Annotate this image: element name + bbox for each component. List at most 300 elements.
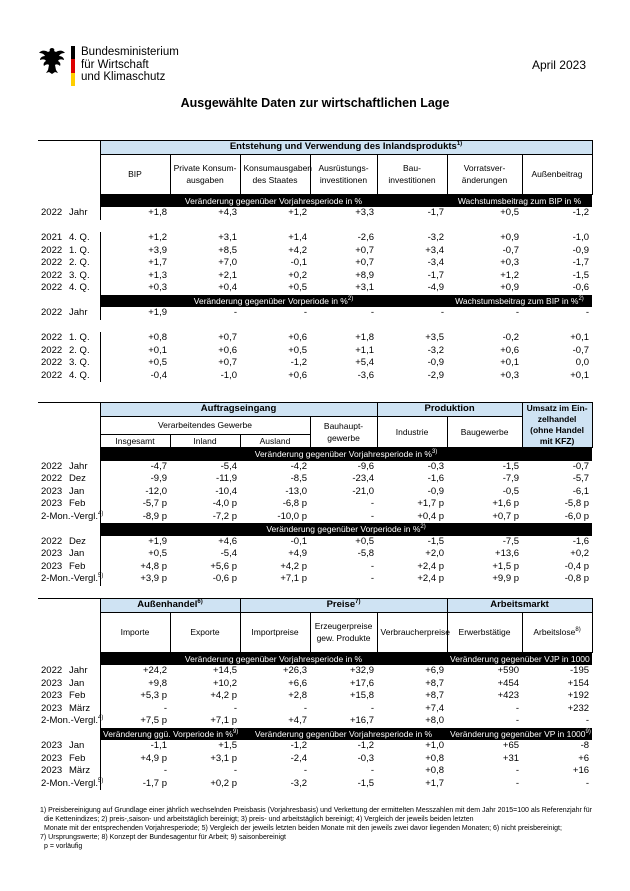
cell-value: -6,8 p — [282, 498, 307, 510]
cell-value: +0,9 — [500, 282, 519, 294]
col-header: Bauhaupt-gewerbe — [310, 416, 377, 448]
labour-group-header: Arbeitsmarkt — [447, 599, 592, 613]
table-row — [38, 765, 592, 778]
row-year: 2021 — [41, 232, 63, 244]
cell-value: -2,6 — [357, 232, 374, 244]
cell-value: +1,7 — [425, 777, 445, 789]
section-bar: Veränderung gegenüber VJP in 1000 — [447, 652, 592, 665]
row-period: Jahr — [69, 307, 88, 319]
row-label: 2-Mon.-Vergl.$^{5)}$ — [41, 777, 104, 789]
row-year: 2022 — [41, 460, 63, 472]
cell-value: +3,3 — [355, 207, 374, 219]
cell-value: -6,1 — [572, 485, 590, 497]
cell-value: -8 — [580, 740, 590, 752]
cell-value: +7,0 — [218, 257, 237, 269]
cell-value: +3,9 p — [100, 573, 170, 586]
footnotes — [40, 806, 600, 851]
cell-value: -0,8 p — [564, 573, 590, 585]
cell-value: +16 — [572, 765, 590, 777]
row-period: Jahr — [69, 207, 88, 219]
cell-value: +0,5 — [355, 535, 375, 547]
table-row — [38, 461, 592, 474]
cell-value: -6,0 p — [564, 510, 590, 522]
table-row — [38, 282, 592, 295]
cell-value: -0,7 — [572, 344, 589, 356]
cell-value: -7,5 — [502, 535, 520, 547]
cell-value: +3,9 — [100, 245, 170, 258]
col-header: Konsumausgaben des Staates — [240, 154, 310, 194]
cell-value: +5,3 p — [100, 690, 170, 703]
cell-value: +1,7 — [100, 257, 170, 270]
cell-value: -4,2 — [290, 460, 307, 472]
footnote-line: Monate mit der entsprechenden Vorjahresperiode; 5) Vergleich der jeweils letzten beiden Monate mit den jeweils zwei davor liegenden Monaten; 6) nicht preisbereinigt; — [44, 825, 562, 832]
row-period: Jahr — [69, 460, 88, 472]
cell-value: - — [303, 702, 308, 714]
cell-value: +1,9 — [100, 536, 170, 549]
col-header: Ausland — [240, 434, 310, 448]
cell-value: -9,6 — [357, 460, 375, 472]
cell-value: -0,4 p — [564, 560, 590, 572]
cell-value: -2,9 — [427, 369, 444, 381]
cell-value: +2,1 — [218, 269, 237, 281]
cell-value: -2,4 — [290, 752, 308, 764]
cell-value: +590 — [497, 665, 520, 677]
col-header: Insgesamt — [100, 434, 170, 448]
gdp-table — [38, 140, 593, 382]
cell-value: +8,7 — [425, 690, 445, 702]
cell-value: -13,0 — [285, 485, 307, 497]
table-row — [38, 332, 592, 345]
cell-value: +8,9 — [355, 269, 374, 281]
col-header: Exporte — [170, 612, 240, 652]
cell-value: -1,6 — [427, 473, 445, 485]
table-row — [38, 498, 592, 511]
cell-value: +0,1 — [570, 332, 589, 344]
cell-value: +4,6 — [218, 535, 237, 547]
cell-value: - — [100, 765, 170, 778]
cell-value: +0,8 — [425, 752, 445, 764]
cell-value: +65 — [502, 740, 520, 752]
row-year: 2023 — [41, 702, 63, 714]
cell-value: +8,5 — [218, 244, 237, 256]
cell-value: -4,7 — [100, 461, 170, 474]
cell-value: +17,6 — [349, 677, 375, 689]
cell-value: +4,7 — [288, 715, 308, 727]
cell-value: +7,4 — [425, 702, 445, 714]
cell-value: +4,8 p — [100, 561, 170, 574]
cell-value: +1,1 — [355, 344, 374, 356]
cell-value: -3,6 — [357, 369, 374, 381]
cell-value: -1,0 — [572, 232, 589, 244]
row-year: 2022 — [41, 344, 63, 356]
col-header: Arbeitslose$^{8)}$ — [522, 612, 592, 652]
cell-value: -1,2 — [572, 207, 589, 219]
section-bar: Veränderung gegenüber Vorjahresperiode in % — [100, 194, 447, 207]
cell-value: +1,8 — [355, 332, 374, 344]
cell-value: +1,9 — [100, 307, 170, 320]
cell-value: -1,6 — [572, 535, 590, 547]
orders-production-table — [38, 402, 593, 586]
row-period: Jan — [69, 677, 85, 689]
cell-value: +0,6 — [218, 344, 237, 356]
col-header: BIP — [100, 154, 170, 194]
cell-value: +0,2 — [570, 548, 590, 560]
cell-value: - — [515, 715, 520, 727]
cell-value: +0,5 — [100, 548, 170, 561]
cell-value: -0,5 — [502, 485, 520, 497]
cell-value: +0,4 p — [417, 510, 445, 522]
cell-value: +4,3 — [218, 207, 237, 219]
row-label: 2-Mon.-Vergl.$^{4)}$ — [41, 510, 104, 522]
cell-value: +13,6 — [495, 548, 520, 560]
cell-value: -10,0 p — [277, 510, 307, 522]
trade-prices-labour-table — [38, 598, 593, 790]
row-period: 3. Q. — [69, 357, 90, 369]
row-year: 2023 — [41, 498, 63, 510]
cell-value: +0,3 — [500, 257, 519, 269]
cell-value: +0,3 — [500, 369, 519, 381]
table-row — [38, 703, 592, 716]
col-header: Ausrüstungs-investitionen — [310, 154, 377, 194]
cell-value: +1,6 p — [492, 498, 520, 510]
cell-value: -1,5 — [427, 535, 445, 547]
section-bar: Wachstumsbeitrag zum BIP in %$^{2)}$ — [447, 295, 592, 308]
section-bar: Veränderung gegenüber VP in 1000$^{9)}$ — [447, 728, 592, 741]
row-period: Jan — [69, 485, 85, 497]
cell-value: +1,2 — [288, 207, 307, 219]
retail-group-header: Umsatz im Ein-zelhandel (ohne Handel mit KFZ) — [522, 403, 592, 448]
cell-value: +0,7 — [218, 332, 237, 344]
cell-value: +0,2 — [288, 269, 307, 281]
col-header: Bau-investitionen — [377, 154, 447, 194]
cell-value: 0,0 — [575, 357, 589, 369]
row-period: Jahr — [69, 665, 88, 677]
cell-value: +0,1 — [500, 357, 519, 369]
cell-value: -5,4 — [220, 460, 237, 472]
cell-value: +2,4 p — [417, 560, 445, 572]
cell-value: +4,2 p — [210, 690, 238, 702]
row-period: Feb — [69, 752, 86, 764]
cell-value: +0,2 p — [210, 777, 238, 789]
cell-value: -1,2 — [357, 740, 375, 752]
cell-value: +1,2 — [500, 269, 519, 281]
cell-value: +8,0 — [425, 715, 445, 727]
table-row — [38, 753, 592, 766]
cell-value: - — [370, 560, 375, 572]
cell-value: -5,7 — [572, 473, 590, 485]
table-row — [38, 536, 592, 549]
cell-value: +1,5 — [218, 740, 238, 752]
row-period: Jan — [69, 548, 85, 560]
cell-value: +0,6 — [288, 332, 307, 344]
cell-value: +0,7 — [218, 357, 237, 369]
row-year: 2022 — [41, 535, 63, 547]
cell-value: -9,9 — [100, 473, 170, 486]
cell-value: -3,4 — [427, 257, 444, 269]
row-period: 2. Q. — [69, 344, 90, 356]
cell-value: +1,0 — [425, 740, 445, 752]
cell-value: +0,6 — [500, 344, 519, 356]
row-year: 2022 — [41, 369, 63, 381]
cell-value: +0,5 — [500, 207, 519, 219]
cell-value: - — [515, 702, 520, 714]
cell-value: -1,0 — [220, 369, 237, 381]
cell-value: +423 — [497, 690, 520, 702]
cell-value: -1,5 — [502, 460, 520, 472]
cell-value: -3,2 — [290, 777, 308, 789]
cell-value: -4,0 p — [212, 498, 237, 510]
col-header: Importpreise — [240, 612, 310, 652]
cell-value: -1,5 — [572, 269, 589, 281]
ministry-name: Bundesministerium für Wirtschaft und Klimaschutz — [81, 46, 179, 83]
cell-value: -0,9 — [427, 357, 444, 369]
row-period: 4. Q. — [69, 369, 90, 381]
cell-value: +4,2 — [288, 244, 307, 256]
cell-value: - — [585, 777, 590, 789]
cell-value: +1,2 — [100, 232, 170, 245]
table-row — [38, 270, 592, 283]
col-header: Baugewerbe — [447, 416, 522, 448]
cell-value: - — [370, 307, 374, 319]
cell-value: +24,2 — [100, 665, 170, 678]
cell-value: -0,1 — [290, 257, 307, 269]
cell-value: - — [233, 307, 237, 319]
row-year: 2022 — [41, 357, 63, 369]
cell-value: -0,6 — [572, 282, 589, 294]
table-row — [38, 678, 592, 691]
row-year: 2023 — [41, 548, 63, 560]
subgroup-header: Verarbeitendes Gewerbe — [100, 416, 310, 434]
cell-value: +232 — [567, 702, 590, 714]
cell-value: - — [585, 307, 589, 319]
cell-value: +0,3 — [100, 282, 170, 295]
cell-value: +3,1 — [355, 282, 374, 294]
cell-value: - — [585, 715, 590, 727]
orders-group-header: Auftragseingang — [100, 403, 377, 417]
cell-value: -1,2 — [290, 357, 307, 369]
cell-value: -0,6 p — [212, 573, 237, 585]
cell-value: +10,2 — [212, 677, 238, 689]
row-year: 2023 — [41, 740, 63, 752]
section-bar: Veränderung gegenüber Vorjahresperiode in % — [240, 728, 447, 741]
cell-value: +1,8 — [100, 207, 170, 220]
footnote-line: 7) Ursprungswerte; 8) Konzept der Bundesagentur für Arbeit; 9) saisonbereinigt — [40, 834, 286, 841]
cell-value: -12,0 — [100, 486, 170, 499]
cell-value: +0,6 — [288, 369, 307, 381]
cell-value: -5,8 p — [564, 498, 590, 510]
cell-value: +0,4 — [218, 282, 237, 294]
table-row — [38, 778, 592, 791]
cell-value: +1,3 — [100, 270, 170, 283]
row-period: 2. Q. — [69, 257, 90, 269]
production-group-header: Produktion — [377, 403, 522, 417]
cell-value: +31 — [502, 752, 520, 764]
col-header: Erzeugerpreise gew. Produkte — [310, 612, 377, 652]
cell-value: -0,7 — [572, 460, 590, 472]
cell-value: -7,9 — [502, 473, 520, 485]
row-year: 2023 — [41, 765, 63, 777]
cell-value: - — [303, 765, 308, 777]
col-header: Außenbeitrag — [522, 154, 592, 194]
cell-value: +1,4 — [288, 232, 307, 244]
cell-value: +4,9 p — [100, 753, 170, 766]
row-period: Feb — [69, 690, 86, 702]
cell-value: +454 — [497, 677, 520, 689]
row-year: 2022 — [41, 244, 63, 256]
cell-value: -0,7 — [502, 244, 519, 256]
table-row — [38, 548, 592, 561]
table-row — [38, 715, 592, 728]
ministry-logo — [38, 46, 179, 86]
col-header: Private Konsum-ausgaben — [170, 154, 240, 194]
cell-value: +32,9 — [349, 665, 375, 677]
cell-value: +2,8 — [288, 690, 308, 702]
cell-value: +9,8 — [100, 678, 170, 691]
cell-value: -1,7 — [427, 269, 444, 281]
row-year: 2023 — [41, 485, 63, 497]
table-row — [38, 232, 592, 245]
row-period: Jan — [69, 740, 85, 752]
cell-value: -8,9 p — [100, 511, 170, 524]
federal-eagle-icon — [38, 46, 66, 76]
cell-value: +9,9 p — [492, 573, 520, 585]
footnote-line: p = vorläufig — [44, 843, 83, 850]
cell-value: +0,7 — [355, 244, 374, 256]
cell-value: +26,3 — [282, 665, 308, 677]
cell-value: -1,7 p — [100, 778, 170, 791]
table-row — [38, 245, 592, 258]
cell-value: +7,5 p — [100, 715, 170, 728]
cell-value: +4,9 — [288, 548, 307, 560]
cell-value: +6,6 — [288, 677, 308, 689]
cell-value: -23,4 — [352, 473, 375, 485]
cell-value: - — [515, 765, 520, 777]
cell-value: -195 — [570, 665, 590, 677]
cell-value: +1,5 p — [492, 560, 520, 572]
cell-value: +15,8 — [349, 690, 375, 702]
row-year: 2023 — [41, 690, 63, 702]
cell-value: +2,4 p — [417, 573, 445, 585]
cell-value: +0,8 — [100, 332, 170, 345]
table-row — [38, 740, 592, 753]
row-year: 2022 — [41, 207, 63, 219]
row-year: 2022 — [41, 257, 63, 269]
german-flag-bar — [71, 46, 75, 86]
cell-value: -0,4 — [100, 370, 170, 383]
cell-value: -1,7 — [572, 257, 589, 269]
row-period: März — [69, 702, 91, 714]
cell-value: -1,2 — [290, 740, 308, 752]
row-period: März — [69, 765, 91, 777]
row-label: 2-Mon.-Vergl.$^{5)}$ — [41, 573, 104, 585]
col-header: Importe — [100, 612, 170, 652]
row-period: 3. Q. — [69, 269, 90, 281]
row-year: 2022 — [41, 473, 63, 485]
cell-value: -8,5 — [290, 473, 307, 485]
row-year: 2022 — [41, 307, 63, 319]
col-header: Erwerbstätige — [447, 612, 522, 652]
cell-value: +192 — [567, 690, 590, 702]
section-bar: Veränderung gegenüber Vorperiode in %$^{2)}$ — [100, 295, 447, 308]
cell-value: +8,7 — [425, 677, 445, 689]
cell-value: +0,8 — [425, 765, 445, 777]
row-year: 2023 — [41, 677, 63, 689]
row-period: 1. Q. — [69, 244, 90, 256]
section-bar: Wachstumsbeitrag zum BIP in % — [447, 194, 592, 207]
cell-value: - — [233, 765, 238, 777]
table-row — [38, 473, 592, 486]
section-bar: Veränderung ggü. Vorperiode in %$^{9)}$ — [100, 728, 240, 741]
cell-value: +0,5 — [288, 344, 307, 356]
table-row — [38, 370, 592, 383]
cell-value: - — [370, 702, 375, 714]
cell-value: +0,5 — [288, 282, 307, 294]
row-period: 4. Q. — [69, 232, 90, 244]
cell-value: -0,1 — [290, 535, 307, 547]
cell-value: +14,5 — [212, 665, 238, 677]
cell-value: +4,2 p — [280, 560, 307, 572]
row-period: Dez — [69, 473, 86, 485]
cell-value: - — [233, 702, 238, 714]
trade-group-header: Außenhandel$^{6)}$ — [100, 599, 240, 613]
table-row — [38, 573, 592, 586]
cell-value: - — [303, 307, 307, 319]
table-row — [38, 257, 592, 270]
section-bar: Veränderung gegenüber Vorjahresperiode in % — [100, 652, 447, 665]
prices-group-header: Preise$^{7)}$ — [240, 599, 447, 613]
cell-value: +0,5 — [100, 357, 170, 370]
cell-value: +1,7 p — [417, 498, 445, 510]
cell-value: -1,1 — [100, 740, 170, 753]
cell-value: +2,0 — [425, 548, 445, 560]
table-row — [38, 345, 592, 358]
cell-value: +3,5 — [425, 332, 444, 344]
cell-value: +7,1 p — [280, 573, 307, 585]
cell-value: +7,1 p — [210, 715, 238, 727]
row-year: 2023 — [41, 752, 63, 764]
cell-value: -1,5 — [357, 777, 375, 789]
cell-value: +5,4 — [355, 357, 374, 369]
cell-value: -7,2 p — [212, 510, 237, 522]
cell-value: - — [370, 573, 375, 585]
cell-value: - — [100, 703, 170, 716]
cell-value: +5,6 p — [210, 560, 237, 572]
cell-value: -1,7 — [427, 207, 444, 219]
footnote-line: 1) Preisbereinigung auf Grundlage einer jährlich wechselnden Preisbasis (Vorjahresbasis) und Verkettung der ermittelten Messzahlen mit dem Jahr 2015=100 als Referenzjahr für — [40, 807, 592, 814]
cell-value: -5,8 — [357, 548, 375, 560]
cell-value: -0,3 — [427, 460, 445, 472]
row-year: 2023 — [41, 560, 63, 572]
col-header: Vorratsver-änderungen — [447, 154, 522, 194]
cell-value: +154 — [567, 677, 590, 689]
table-row — [38, 511, 592, 524]
cell-value: -11,9 — [216, 473, 237, 485]
row-period: 4. Q. — [69, 282, 90, 294]
row-year: 2022 — [41, 269, 63, 281]
table-row — [38, 486, 592, 499]
gdp-group-header: Entstehung und Verwendung des Inlandsprodukts$^{1)}$ — [100, 141, 592, 155]
cell-value: -0,9 — [572, 244, 589, 256]
cell-value: +0,7 p — [492, 510, 520, 522]
table-row — [38, 307, 592, 320]
cell-value: +6 — [578, 752, 590, 764]
col-header: Verbraucherpreise — [377, 612, 447, 652]
cell-value: +3,1 p — [210, 752, 238, 764]
row-period: Feb — [69, 560, 86, 572]
cell-value: +0,9 — [500, 232, 519, 244]
cell-value: -0,9 — [427, 485, 445, 497]
cell-value: +0,1 — [100, 345, 170, 358]
